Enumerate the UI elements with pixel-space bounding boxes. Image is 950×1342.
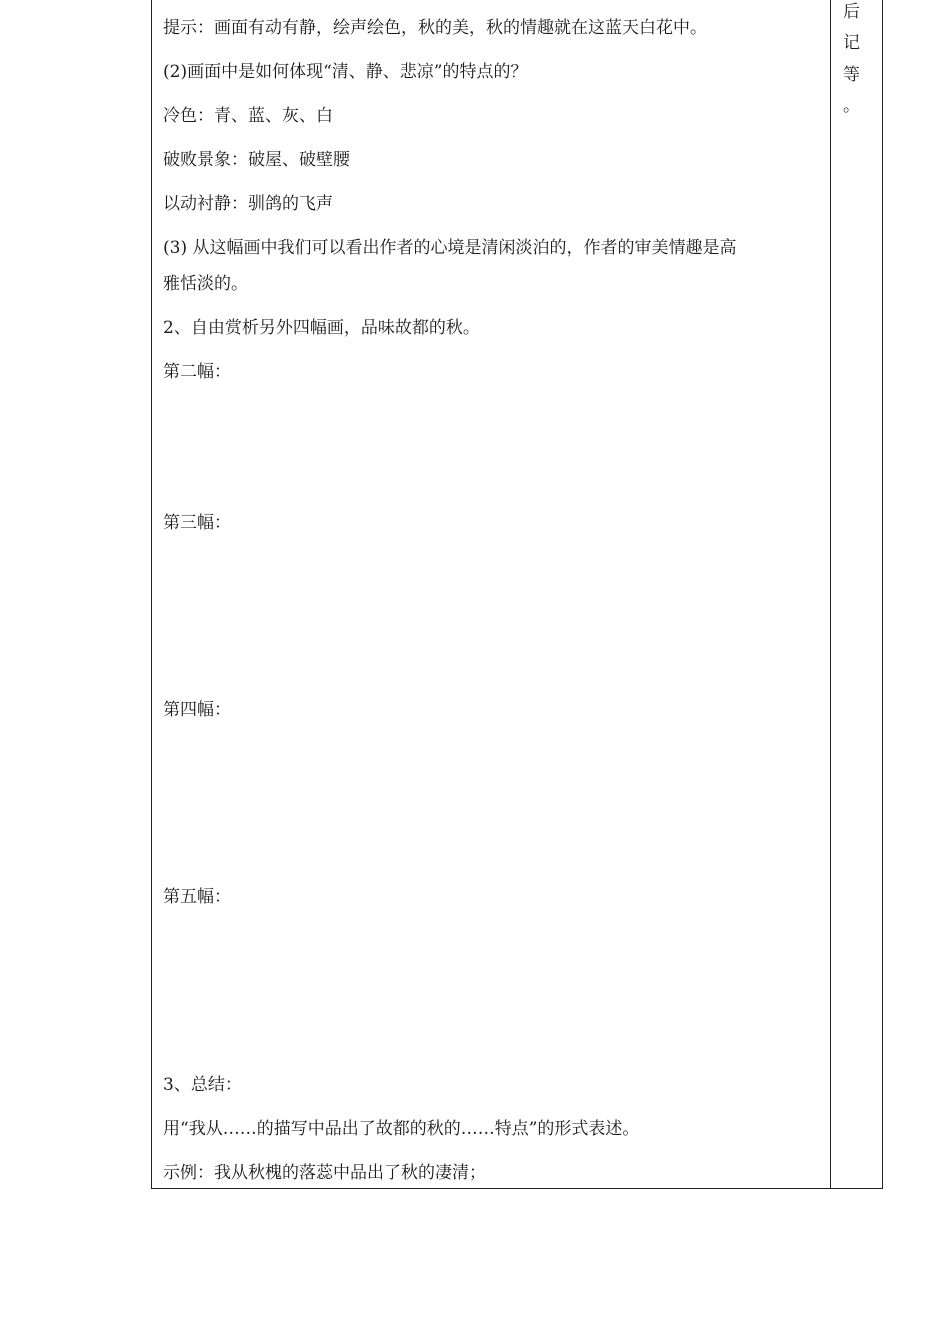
side-char-2: 记 [843, 33, 860, 53]
example-text: 示例：我从秋槐的落蕊中品出了秋的凄清； [163, 1163, 486, 1183]
side-char-3: 等 [843, 65, 860, 85]
side-notes-cell [831, 0, 883, 1188]
format-instruction: 用“我从……的描写中品出了故都的秋的……特点”的形式表述。 [163, 1119, 640, 1139]
picture-3-label: 第三幅： [163, 513, 231, 533]
question-2: (2)画面中是如何体现“清、静、悲凉”的特点的？ [163, 62, 528, 82]
task-2: 2、自由赏析另外四幅画，品味故都的秋。 [163, 318, 480, 338]
side-char-4: 。 [843, 96, 860, 116]
picture-5-label: 第五幅： [163, 887, 231, 907]
question-3-line2: 雅恬淡的。 [163, 274, 248, 294]
cold-color-text: 冷色：青、蓝、灰、白 [163, 106, 333, 126]
task-3: 3、总结： [163, 1075, 242, 1095]
hint-text: 提示：画面有动有静，绘声绘色，秋的美，秋的情趣就在这蓝天白花中。 [163, 18, 707, 38]
broken-scene-text: 破败景象：破屋、破壁腰 [163, 150, 350, 170]
main-content-cell [152, 0, 830, 1188]
picture-4-label: 第四幅： [163, 700, 231, 720]
side-char-1: 后 [843, 2, 860, 22]
motion-quiet-text: 以动衬静：驯鸽的飞声 [163, 194, 333, 214]
lesson-table [151, 0, 883, 1189]
picture-2-label: 第二幅： [163, 362, 231, 382]
question-3-line1: (3) 从这幅画中我们可以看出作者的心境是清闲淡泊的，作者的审美情趣是高 [163, 238, 737, 258]
